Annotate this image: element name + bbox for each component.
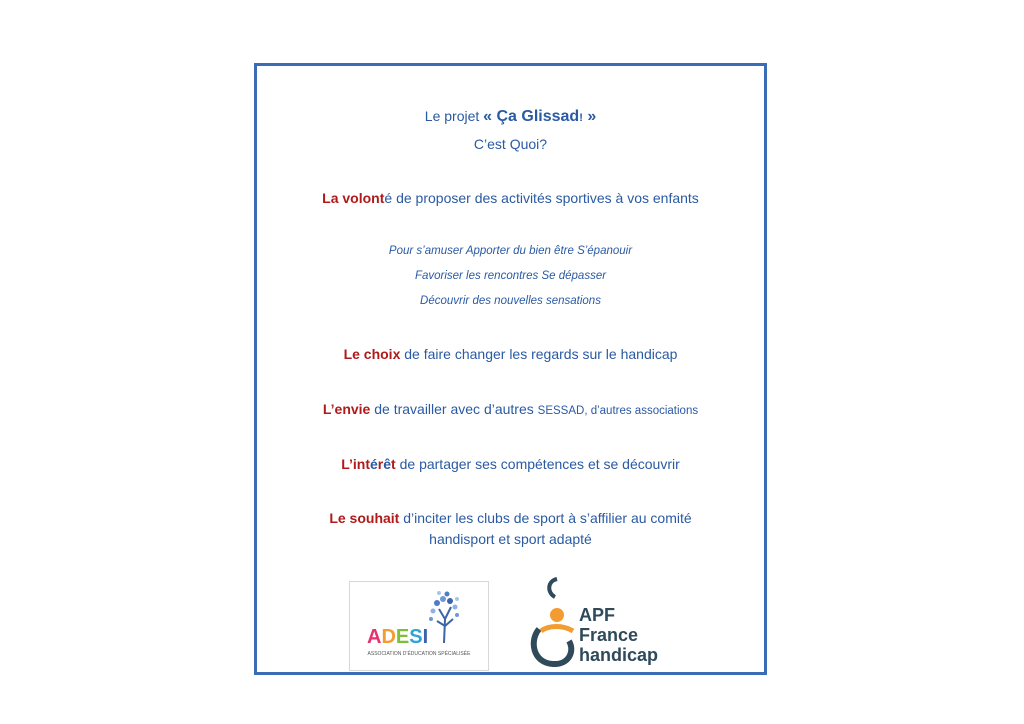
paragraph-lead: Le souhait [329,510,400,526]
title-close-quote: » [582,108,597,125]
paragraph-lead-accent: é [384,190,393,206]
italic-line: Découvrir des nouvelles sensations [420,295,601,307]
paragraph-envie [257,401,764,417]
paragraph-souhait [257,510,764,526]
paragraph-lead: La volont [322,190,385,206]
paragraph-text-small: SESSAD, d’autres associations [537,405,699,417]
paragraph-lead: t [391,456,396,472]
apf-line1: APF [579,605,615,625]
adesi-tagline: ASSOCIATION D’ÉDUCATION SPÉCIALISÉE [367,651,471,657]
apf-line2: France [579,625,639,645]
paragraph-lead: L’envie [322,401,371,417]
paragraph-text: d’inciter les clubs de sport à s’affilier au comité [399,510,692,526]
project-title [257,108,764,126]
paragraph-text: de partager ses compétences et se découvrir [395,456,680,472]
paragraph-text: de travailler avec d’autres [370,401,538,417]
subtitle: C’est Quoi? [473,136,548,152]
italic-line: Pour s’amuser Apporter du bien être S’épanouir [388,245,633,257]
apf-line3: handicap [579,645,659,665]
italic-line: Favoriser les rencontres Se dépasser [414,270,607,282]
adesi-wordmark: ADESI [367,626,429,648]
title-open-quote: « [483,108,497,125]
paragraph-interet [257,456,764,472]
paragraph-lead-accent: é [370,456,378,472]
document-frame [254,63,767,675]
paragraph-lead-accent: ê [383,456,392,472]
title-project-name-end: ! [579,112,583,124]
apf-france-handicap-logo [519,571,679,671]
paragraph-souhait-line2: handisport et sport adapté [429,531,592,547]
paragraph-volonte [257,190,764,206]
title-project-name: Ça Glissad [496,108,580,125]
paragraph-lead: L’int [341,456,370,472]
paragraph-lead: r [377,456,384,472]
paragraph-choix [257,346,764,362]
paragraph-text: de proposer des activités sportives à vos enfants [392,190,699,206]
paragraph-lead: Le choix [343,346,401,362]
title-prefix: Le projet [424,108,484,124]
adesi-logo [349,581,489,671]
paragraph-text: de faire changer les regards sur le handicap [400,346,678,362]
